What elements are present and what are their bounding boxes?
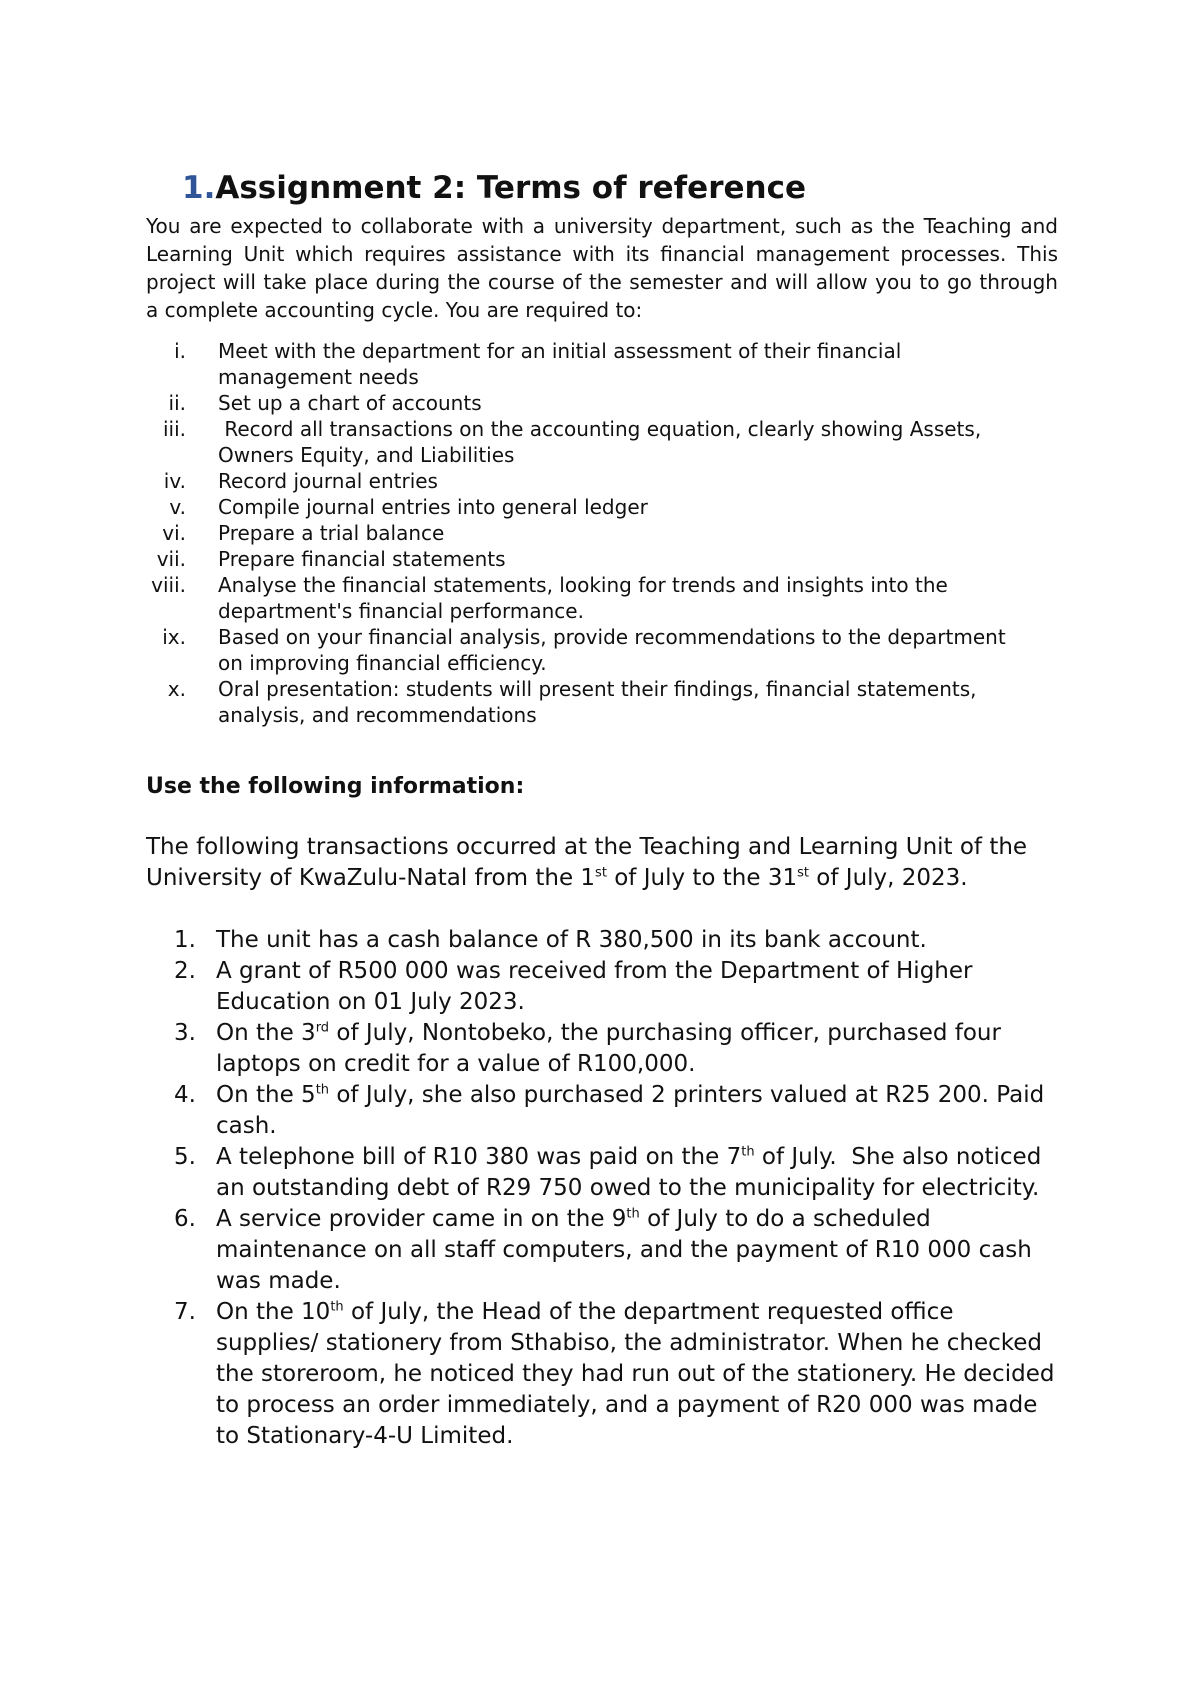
transaction-item (146, 1204, 1058, 1297)
transaction-item (146, 1080, 1058, 1142)
transaction-text (216, 1080, 1056, 1142)
transaction-text-part: On the 10 (216, 1299, 331, 1325)
transaction-text (216, 925, 1056, 956)
ordinal-suffix: th (330, 1299, 344, 1315)
heading-number: 1. (182, 170, 216, 206)
transaction-text-part: of July, she also purchased 2 printers valued at R25 200. Paid cash. (216, 1082, 1045, 1139)
transaction-list (146, 925, 1058, 1452)
transaction-text (216, 956, 1056, 1018)
transaction-text-part: A service provider came in on the 9 (216, 1206, 627, 1232)
transaction-marker: 5. (174, 1144, 196, 1170)
task-item (146, 390, 1058, 416)
transaction-text (216, 1018, 1056, 1080)
info-heading: Use the following information: (146, 774, 525, 799)
transaction-marker: 6. (174, 1206, 196, 1232)
task-text: Record all transactions on the accounting equation, clearly showing Assets, Owners Equity, and Liabilities (218, 417, 988, 467)
task-item (146, 572, 1058, 624)
task-text: Set up a chart of accounts (218, 391, 482, 415)
task-item (146, 468, 1058, 494)
heading-title: Assignment 2: Terms of reference (215, 170, 806, 206)
document-page (146, 168, 1058, 1452)
transaction-text-part: A telephone bill of R10 380 was paid on the 7 (216, 1144, 742, 1170)
transaction-marker: 1. (174, 927, 196, 953)
transaction-marker: 7. (174, 1299, 196, 1325)
transaction-item (146, 1142, 1058, 1204)
transaction-marker: 2. (174, 958, 196, 984)
transaction-text-part: On the 3 (216, 1020, 316, 1046)
ordinal-suffix: st (595, 865, 607, 881)
transactions-intro-part: The following transactions occurred at the Teaching and Learning Unit of the University of KwaZulu-Natal from the 1 (146, 834, 1028, 891)
task-item (146, 338, 1058, 390)
task-text: Compile journal entries into general ledger (218, 495, 648, 519)
transaction-text-part: of July. She also noticed an outstanding debt of R29 750 owed to the municipality for electricity. (216, 1144, 1049, 1201)
task-list (146, 338, 1058, 728)
task-text: Analyse the financial statements, looking for trends and insights into the department's financial performance. (218, 573, 948, 623)
task-marker: i. (174, 339, 186, 363)
task-marker: x. (167, 677, 186, 701)
transaction-text-part: On the 5 (216, 1082, 316, 1108)
ordinal-suffix: rd (315, 1020, 330, 1036)
task-marker: ii. (168, 391, 186, 415)
task-item (146, 416, 1058, 468)
task-item (146, 624, 1058, 676)
task-item (146, 676, 1058, 728)
transaction-item (146, 925, 1058, 956)
task-item (146, 520, 1058, 546)
transactions-intro (146, 832, 1058, 894)
task-marker: viii. (151, 573, 186, 597)
transaction-text-part: of July, Nontobeko, the purchasing officer, purchased four laptops on credit for a value of R100,000. (216, 1020, 1001, 1077)
ordinal-suffix: th (741, 1144, 755, 1160)
task-text: Record journal entries (218, 469, 438, 493)
intro-paragraph: You are expected to collaborate with a university department, such as the Teaching and Learning Unit which requires assistance with its financial management processes. This project will take place during the course of the semester and will allow you to go through a complete accounting cycle. You are required to: (146, 214, 1058, 322)
task-marker: vii. (156, 547, 186, 571)
ordinal-suffix: st (797, 865, 809, 881)
transactions-intro-part: of July, 2023. (809, 865, 968, 891)
task-text: Prepare a trial balance (218, 521, 445, 545)
transaction-text (216, 1142, 1056, 1204)
transaction-text-part: A grant of R500 000 was received from the Department of Higher Education on 01 July 2023. (216, 958, 973, 1015)
task-marker: vi. (162, 521, 186, 545)
task-marker: v. (169, 495, 186, 519)
task-text: Prepare financial statements (218, 547, 506, 571)
transaction-text-part: of July, the Head of the department requested office supplies/ stationery from Sthabiso, the administrator. When he checked the storeroom, he noticed they had run out of the stationery. He decided to process an order immediately, and a payment of R20 000 was made to Stationary-4-U Limited. (216, 1299, 1055, 1449)
task-text: Meet with the department for an initial assessment of their financial management needs (218, 339, 902, 389)
assignment-heading (182, 168, 1058, 208)
ordinal-suffix: th (626, 1206, 640, 1222)
transaction-marker: 3. (174, 1020, 196, 1046)
task-item (146, 494, 1058, 520)
task-marker: iii. (162, 417, 186, 441)
transaction-item (146, 1297, 1058, 1452)
transactions-intro-part: of July to the 31 (606, 865, 798, 891)
ordinal-suffix: th (315, 1082, 330, 1098)
transaction-item (146, 1018, 1058, 1080)
transaction-item (146, 956, 1058, 1018)
transaction-marker: 4. (174, 1082, 196, 1108)
task-text: Based on your financial analysis, provide recommendations to the department on improving financial efficiency. (218, 625, 1006, 675)
transaction-text-part: The unit has a cash balance of R 380,500 in its bank account. (216, 927, 927, 953)
transaction-text (216, 1204, 1056, 1297)
task-marker: ix. (162, 625, 186, 649)
task-item (146, 546, 1058, 572)
task-text: Oral presentation: students will present their findings, financial statements, analysis, and recommendations (218, 677, 977, 727)
transaction-text (216, 1297, 1056, 1452)
task-marker: iv. (163, 469, 186, 493)
transaction-text-part: of July to do a scheduled maintenance on all staff computers, and the payment of R10 000 cash was made. (216, 1206, 1032, 1294)
